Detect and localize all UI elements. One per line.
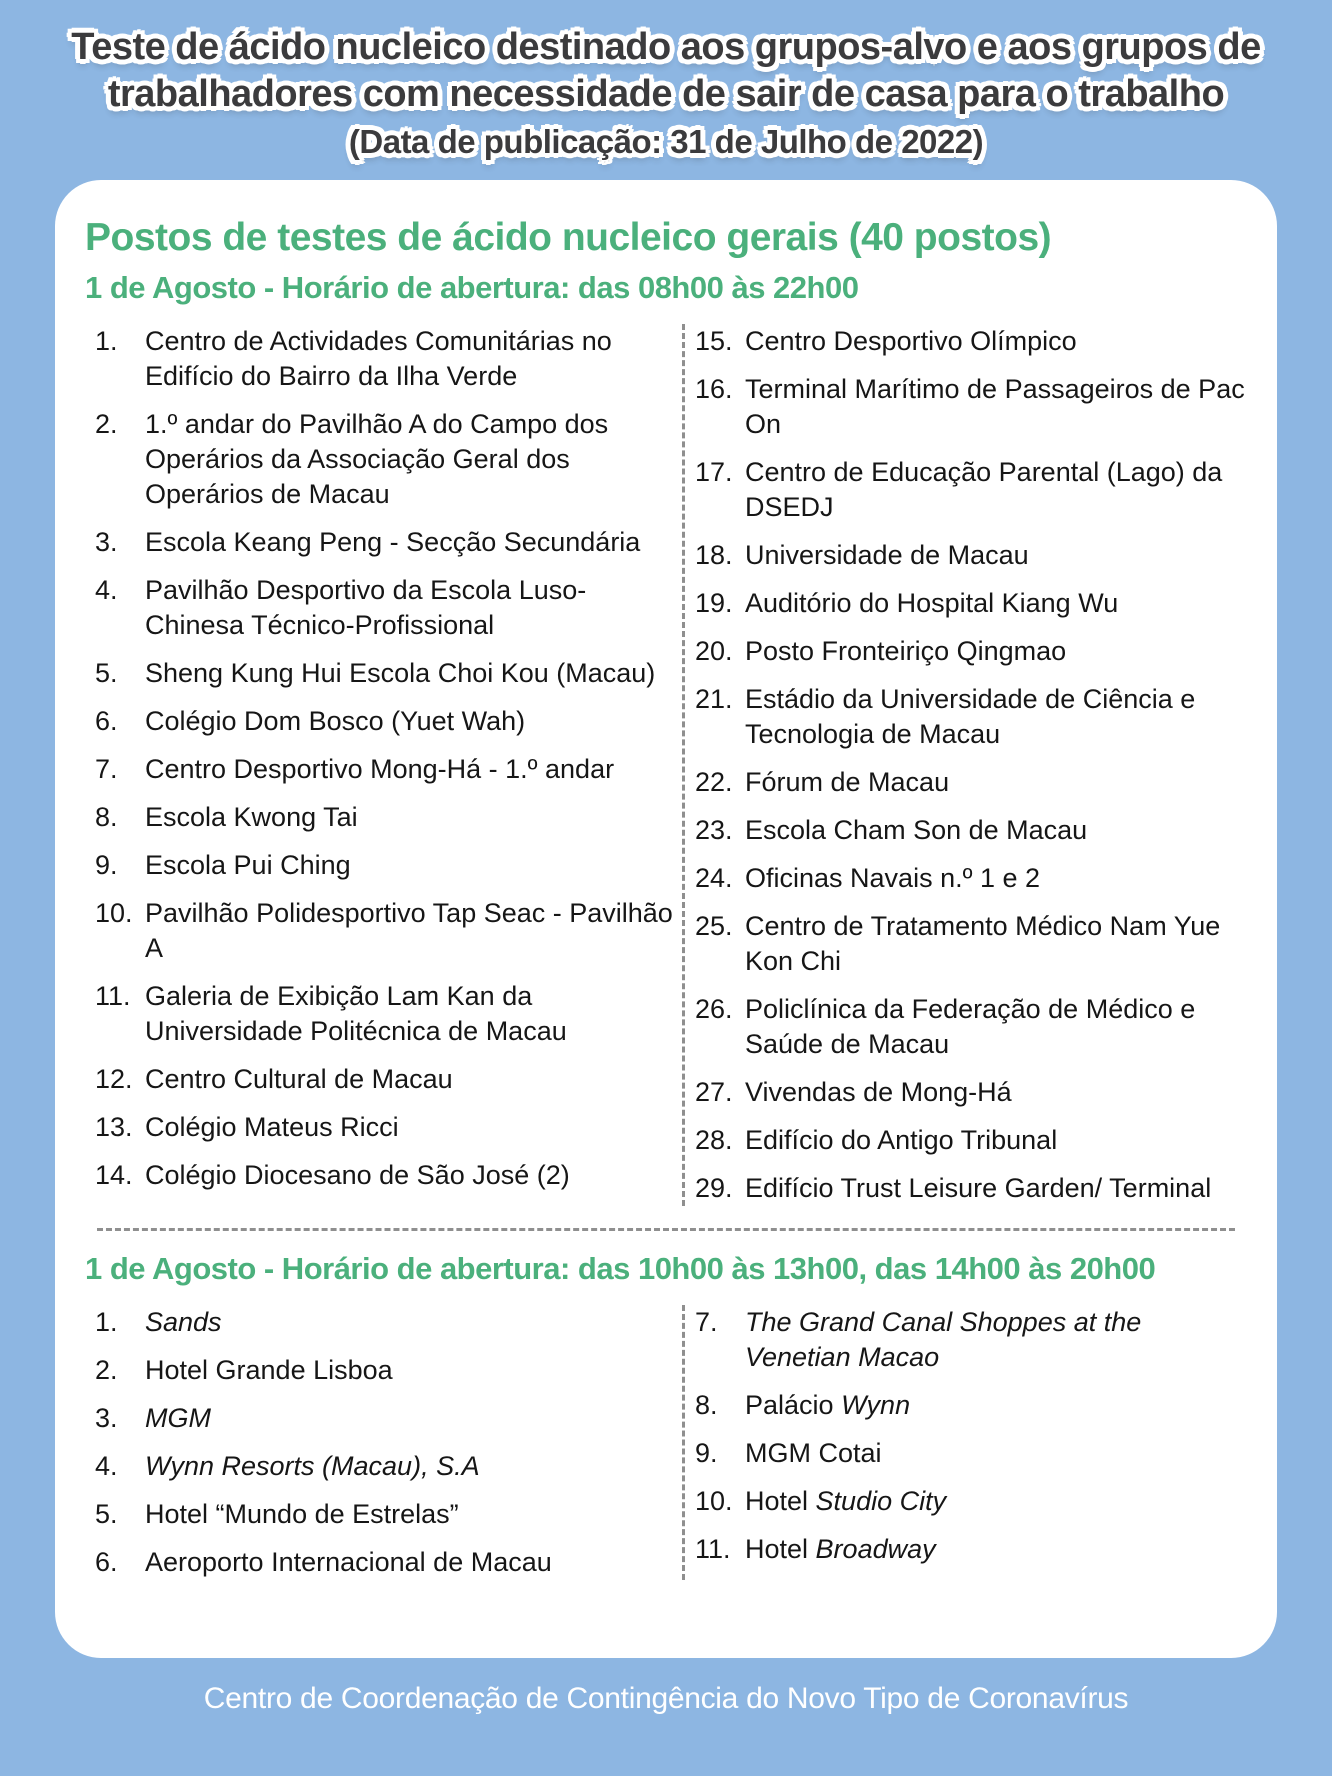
list-item: [85, 1545, 682, 1580]
list-item: [685, 909, 1247, 979]
item-number: 4.: [95, 1451, 118, 1481]
item-text-segment: 1.º andar do Pavilhão A do Campo dos Operários da Associação Geral dos Operários de Macau: [145, 409, 609, 509]
list-item: [685, 455, 1247, 525]
item-number: 6.: [95, 1547, 118, 1577]
section-hotel-stations: [85, 1249, 1247, 1580]
item-number: 8.: [95, 802, 118, 832]
section1-left-list: [85, 324, 682, 1206]
section1-subtitle: 1 de Agosto - Horário de abertura: das 08h00 às 22h00: [85, 270, 859, 305]
list-item: [85, 1497, 682, 1532]
section-general-stations: [85, 268, 1247, 1206]
item-text-segment: Centro Cultural de Macau: [145, 1064, 453, 1094]
banner-title-line1: Teste de ácido nucleico destinado aos grupos-alvo e aos grupos de: [71, 26, 1261, 68]
list-item: [685, 1436, 1247, 1471]
item-number: 5.: [95, 658, 118, 688]
list-item: [85, 800, 682, 835]
item-text: [145, 1062, 682, 1097]
list-item: [685, 813, 1247, 848]
list-item: [85, 1353, 682, 1388]
horizontal-dashed-divider: [97, 1228, 1235, 1231]
list-item: [685, 1123, 1247, 1158]
item-text-segment: Escola Kwong Tai: [145, 802, 358, 832]
item-text-italic-segment: Broadway: [815, 1534, 936, 1564]
item-number: 9.: [695, 1438, 718, 1468]
item-text-segment: Auditório do Hospital Kiang Wu: [745, 588, 1119, 618]
item-text: [745, 1484, 1247, 1519]
card: [55, 180, 1277, 1658]
item-number: 18.: [695, 540, 733, 570]
item-number: 13.: [95, 1112, 133, 1142]
section2-subtitle: 1 de Agosto - Horário de abertura: das 10h00 às 13h00, das 14h00 às 20h00: [85, 1251, 1156, 1286]
item-text: [745, 682, 1247, 752]
list-item: [85, 1305, 682, 1340]
item-number: 23.: [695, 815, 733, 845]
item-text-segment: Terminal Marítimo de Passageiros de Pac On: [745, 374, 1245, 439]
item-text: [145, 1401, 682, 1436]
item-text: [145, 324, 682, 394]
list-item: [685, 538, 1247, 573]
item-text-italic-segment: MGM: [145, 1403, 211, 1433]
list-item: [685, 1388, 1247, 1423]
footer-text: Centro de Coordenação de Contingência do Novo Tipo de Coronavírus: [203, 1682, 1129, 1715]
item-number: 1.: [95, 1307, 118, 1337]
list-item: [685, 1305, 1247, 1375]
item-text-segment: MGM Cotai: [745, 1438, 882, 1468]
item-number: 19.: [695, 588, 733, 618]
item-number: 7.: [695, 1307, 718, 1337]
item-text: [145, 573, 682, 643]
list-item: [685, 634, 1247, 669]
item-text: [745, 586, 1247, 621]
item-text: [745, 372, 1247, 442]
item-text: [745, 861, 1247, 896]
item-number: 26.: [695, 994, 733, 1024]
item-text-italic-segment: Studio City: [815, 1486, 947, 1516]
item-text: [745, 1388, 1247, 1423]
section2-left-list: [85, 1305, 682, 1580]
item-text-segment: Escola Cham Son de Macau: [745, 815, 1088, 845]
item-text-segment: Palácio: [745, 1390, 842, 1420]
list-item: [685, 1532, 1247, 1567]
list-item: [685, 372, 1247, 442]
item-text-italic-segment: Wynn: [841, 1390, 911, 1420]
item-text-segment: Centro de Educação Parental (Lago) da DSEDJ: [745, 457, 1223, 522]
item-number: 2.: [95, 409, 118, 439]
item-text-segment: Centro de Tratamento Médico Nam Yue Kon Chi: [745, 911, 1221, 976]
item-text-segment: Fórum de Macau: [745, 767, 950, 797]
item-number: 21.: [695, 684, 733, 714]
list-item: [85, 324, 682, 394]
item-text-segment: Edifício Trust Leisure Garden/ Terminal: [745, 1173, 1212, 1203]
list-item: [85, 1062, 682, 1097]
list-item: [685, 586, 1247, 621]
item-number: 16.: [695, 374, 733, 404]
list-item: [85, 848, 682, 883]
banner-title-line2: trabalhadores com necessidade de sair de casa para o trabalho: [107, 73, 1225, 115]
list-item: [85, 1110, 682, 1145]
list-item: [685, 765, 1247, 800]
item-text: [745, 909, 1247, 979]
item-text-segment: Centro Desportivo Mong-Há - 1.º andar: [145, 754, 615, 784]
item-text-segment: Policlínica da Federação de Médico e Saúde de Macau: [745, 994, 1196, 1059]
item-number: 15.: [695, 326, 733, 356]
list-item: [685, 861, 1247, 896]
item-number: 3.: [95, 527, 118, 557]
item-text: [745, 1436, 1247, 1471]
item-text-segment: Hotel: [745, 1486, 816, 1516]
item-text: [145, 979, 682, 1049]
list-item: [85, 1158, 682, 1193]
item-number: 10.: [695, 1486, 733, 1516]
item-number: 10.: [95, 898, 133, 928]
item-text-segment: Oficinas Navais n.º 1 e 2: [745, 863, 1040, 893]
item-text: [145, 848, 682, 883]
item-text-segment: Pavilhão Desportivo da Escola Luso-Chinesa Técnico-Profissional: [145, 575, 587, 640]
item-number: 8.: [695, 1390, 718, 1420]
item-text: [745, 813, 1247, 848]
list-item: [685, 992, 1247, 1062]
item-number: 11.: [95, 981, 131, 1011]
item-text: [145, 1497, 682, 1532]
item-text: [145, 896, 682, 966]
item-text-segment: Hotel “Mundo de Estrelas”: [145, 1499, 459, 1529]
item-text-segment: Estádio da Universidade de Ciência e Tecnologia de Macau: [745, 684, 1196, 749]
banner-publication-date: (Data de publicação: 31 de Julho de 2022): [348, 123, 984, 160]
list-item: [85, 896, 682, 966]
item-number: 4.: [95, 575, 118, 605]
item-number: 2.: [95, 1355, 118, 1385]
item-text: [145, 1353, 682, 1388]
section1-right-list: [682, 324, 1247, 1206]
list-item: [85, 407, 682, 512]
list-item: [685, 1075, 1247, 1110]
item-text: [745, 1171, 1247, 1206]
item-number: 22.: [695, 767, 733, 797]
item-number: 5.: [95, 1499, 118, 1529]
item-text-segment: Colégio Mateus Ricci: [145, 1112, 399, 1142]
item-text-segment: Posto Fronteiriço Qingmao: [745, 636, 1067, 666]
item-text: [145, 704, 682, 739]
list-item: [85, 979, 682, 1049]
list-item: [85, 1401, 682, 1436]
item-text-segment: Universidade de Macau: [745, 540, 1029, 570]
item-text: [745, 1123, 1247, 1158]
item-text-segment: Hotel: [745, 1534, 816, 1564]
item-number: 1.: [95, 326, 118, 356]
item-text-segment: Edifício do Antigo Tribunal: [745, 1125, 1058, 1155]
item-text-segment: Aeroporto Internacional de Macau: [145, 1547, 552, 1577]
item-number: 25.: [695, 911, 733, 941]
item-text: [745, 1305, 1247, 1375]
item-text: [745, 455, 1247, 525]
item-number: 27.: [695, 1077, 733, 1107]
item-text-segment: Centro de Actividades Comunitárias no Edifício do Bairro da Ilha Verde: [145, 326, 612, 391]
item-number: 24.: [695, 863, 733, 893]
item-text-segment: Centro Desportivo Olímpico: [745, 326, 1077, 356]
section2-columns: [85, 1305, 1247, 1580]
item-text: [145, 525, 682, 560]
item-text: [145, 1110, 682, 1145]
item-text: [745, 992, 1247, 1062]
list-item: [85, 525, 682, 560]
item-text: [145, 752, 682, 787]
item-text-segment: Vivendas de Mong-Há: [745, 1077, 1012, 1107]
item-number: 17.: [695, 457, 733, 487]
list-item: [85, 573, 682, 643]
item-text-italic-segment: Wynn Resorts (Macau), S.A: [145, 1451, 480, 1481]
section2-right-list: [682, 1305, 1247, 1580]
list-item: [685, 1171, 1247, 1206]
item-number: 29.: [695, 1173, 733, 1203]
item-number: 14.: [95, 1160, 133, 1190]
item-text-segment: Colégio Diocesano de São José (2): [145, 1160, 570, 1190]
item-text-segment: Sheng Kung Hui Escola Choi Kou (Macau): [145, 658, 656, 688]
item-text: [745, 538, 1247, 573]
item-text-segment: Pavilhão Polidesportivo Tap Seac - Pavilhão A: [145, 898, 673, 963]
item-text: [145, 1305, 682, 1340]
item-number: 6.: [95, 706, 118, 736]
item-text-segment: Hotel Grande Lisboa: [145, 1355, 393, 1385]
list-item: [85, 752, 682, 787]
section1-columns: [85, 324, 1247, 1206]
card-title: Postos de testes de ácido nucleico gerais (40 postos): [85, 216, 1052, 259]
item-text: [145, 656, 682, 691]
item-number: 11.: [695, 1534, 731, 1564]
list-item: [685, 324, 1247, 359]
item-text-segment: Escola Keang Peng - Secção Secundária: [145, 527, 641, 557]
item-text: [745, 324, 1247, 359]
item-text-italic-segment: The Grand Canal Shoppes at the Venetian Macao: [745, 1307, 1142, 1372]
footer: [0, 1658, 1332, 1718]
list-item: [85, 656, 682, 691]
item-text-italic-segment: Sands: [145, 1307, 222, 1337]
item-number: 20.: [695, 636, 733, 666]
item-number: 3.: [95, 1403, 118, 1433]
list-item: [685, 682, 1247, 752]
item-text: [145, 1449, 682, 1484]
banner: [0, 0, 1332, 166]
item-text-segment: Galeria de Exibição Lam Kan da Universidade Politécnica de Macau: [145, 981, 567, 1046]
item-text: [745, 1532, 1247, 1567]
item-text: [145, 1158, 682, 1193]
item-number: 28.: [695, 1125, 733, 1155]
item-text: [145, 407, 682, 512]
item-text: [145, 1545, 682, 1580]
list-item: [85, 704, 682, 739]
item-number: 9.: [95, 850, 118, 880]
item-text: [745, 634, 1247, 669]
item-number: 7.: [95, 754, 118, 784]
list-item: [85, 1449, 682, 1484]
item-text: [745, 765, 1247, 800]
item-text-segment: Escola Pui Ching: [145, 850, 351, 880]
item-text-segment: Colégio Dom Bosco (Yuet Wah): [145, 706, 526, 736]
item-number: 12.: [95, 1064, 133, 1094]
item-text: [745, 1075, 1247, 1110]
list-item: [685, 1484, 1247, 1519]
item-text: [145, 800, 682, 835]
